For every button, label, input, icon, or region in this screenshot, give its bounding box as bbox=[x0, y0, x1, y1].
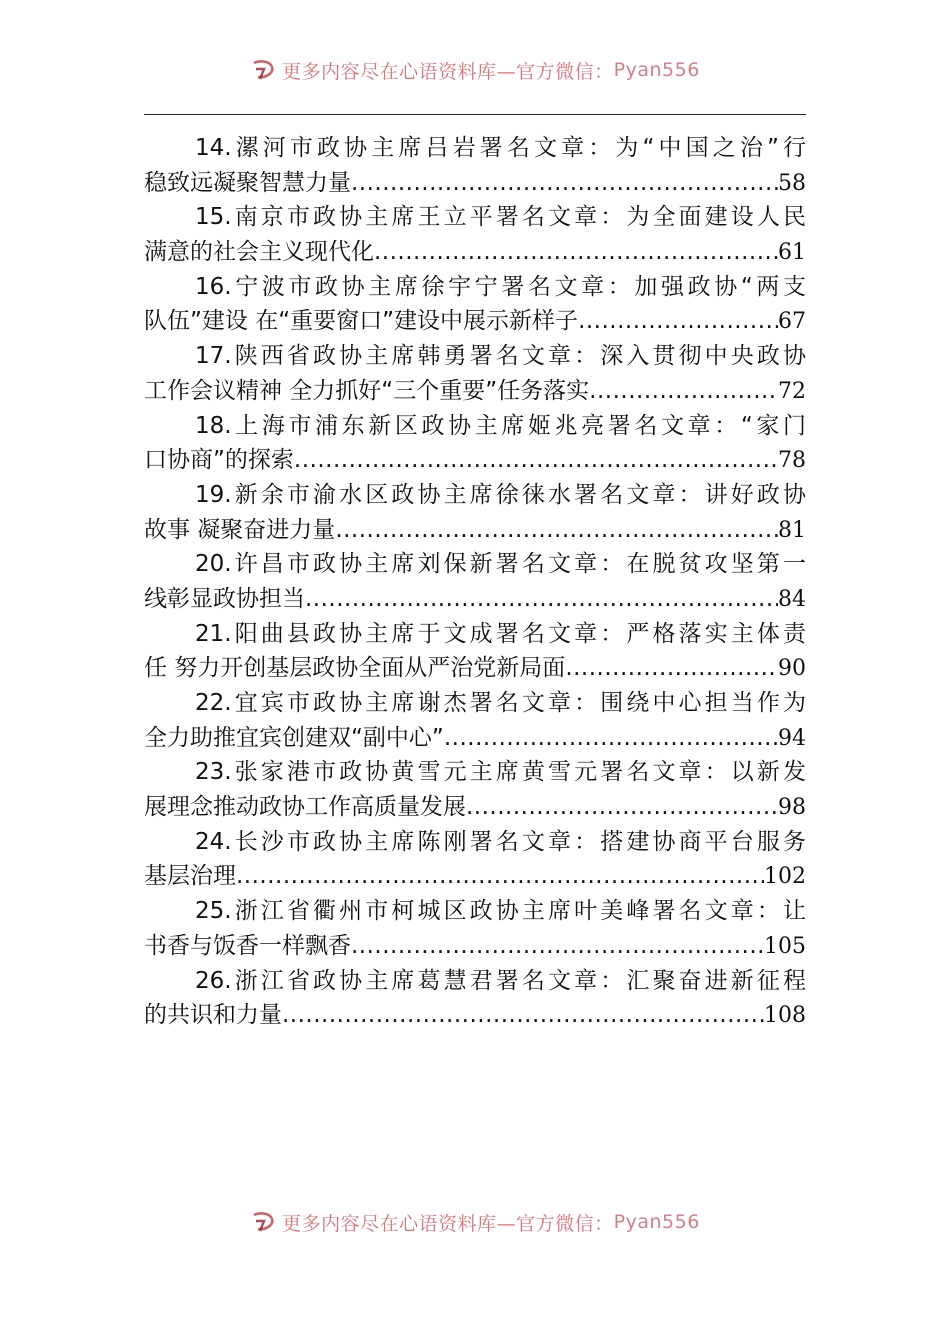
page-number: 105 bbox=[764, 933, 806, 959]
toc-entry-continuation bbox=[144, 513, 806, 548]
page-number: 72 bbox=[778, 378, 806, 404]
toc-entry-continuation bbox=[144, 651, 806, 686]
toc-entry-title: 14.漯河市政协主席吕岩署名文章：为“中国之治”行 bbox=[195, 135, 806, 161]
toc-entry-title-continuation: 工作会议精神 全力抓好“三个重要”任务落实 bbox=[144, 377, 590, 404]
toc-entry-title-continuation: 满意的社会主义现代化 bbox=[144, 239, 374, 266]
watermark-id: Pyan556 bbox=[613, 1211, 700, 1233]
toc-entry-title-continuation: 稳致远凝聚智慧力量 bbox=[144, 169, 351, 196]
dot-leader bbox=[351, 166, 778, 201]
toc-entry-title-continuation: 基层治理 bbox=[144, 863, 236, 890]
toc-entry-title: 16.宁波市政协主席徐宇宁署名文章：加强政协“两支 bbox=[195, 273, 806, 300]
brand-logo-icon bbox=[250, 1211, 276, 1233]
page-number: 108 bbox=[764, 1003, 806, 1029]
dot-leader bbox=[236, 859, 764, 894]
toc-entry-title-continuation: 队伍”建设 在“重要窗口”建设中展示新样子 bbox=[144, 308, 579, 335]
watermark-text: 更多内容尽在心语资料库—官方微信： bbox=[282, 60, 614, 83]
dot-leader bbox=[565, 651, 778, 686]
toc-entry-continuation bbox=[144, 929, 806, 964]
page-number: 58 bbox=[778, 170, 806, 196]
toc-entry-continuation bbox=[144, 790, 806, 825]
toc-entry-continuation bbox=[144, 443, 806, 478]
toc-entry-title: 24.长沙市政协主席陈刚署名文章：搭建协商平台服务 bbox=[195, 828, 806, 855]
toc-entry bbox=[144, 200, 806, 269]
toc-entry-continuation bbox=[144, 859, 806, 894]
toc-entry-title-continuation: 展理念推动政协工作高质量发展 bbox=[144, 794, 466, 821]
toc-entry-continuation bbox=[144, 998, 806, 1033]
footer-watermark bbox=[0, 1204, 950, 1240]
toc-entry bbox=[144, 686, 806, 755]
toc-entry bbox=[144, 894, 806, 963]
toc-entry-title-continuation: 的共识和力量 bbox=[144, 1002, 282, 1029]
brand-logo-icon bbox=[250, 59, 276, 81]
toc-entry-continuation bbox=[144, 374, 806, 409]
dot-leader bbox=[282, 998, 764, 1033]
page-number: 94 bbox=[778, 725, 806, 751]
page-number: 84 bbox=[778, 586, 806, 612]
toc-entry-title: 23.张家港市政协黄雪元主席黄雪元署名文章：以新发 bbox=[195, 759, 806, 786]
toc-entry bbox=[144, 964, 806, 1033]
page-number: 67 bbox=[778, 309, 806, 335]
toc-entry bbox=[144, 409, 806, 478]
dot-leader bbox=[294, 443, 778, 478]
watermark-id: Pyan556 bbox=[613, 59, 700, 81]
toc-entry-title-continuation: 口协商”的探索 bbox=[144, 447, 294, 474]
toc-entry-title: 26.浙江省政协主席葛慧君署名文章：汇聚奋进新征程 bbox=[195, 967, 806, 994]
dot-leader bbox=[578, 304, 778, 339]
toc-entry-title: 18.上海市浦东新区政协主席姬兆亮署名文章：“家门 bbox=[195, 412, 806, 439]
toc-entry-continuation bbox=[144, 235, 806, 270]
toc-entry-title: 19.新余市渝水区政协主席徐徕水署名文章：讲好政协 bbox=[195, 481, 806, 508]
dot-leader bbox=[305, 582, 778, 617]
toc-entry-title: 20.许昌市政协主席刘保新署名文章：在脱贫攻坚第一 bbox=[195, 551, 806, 578]
toc-entry-continuation bbox=[144, 721, 806, 756]
toc-entry-title-continuation: 任 努力开创基层政协全面从严治党新局面 bbox=[144, 655, 566, 682]
dot-leader bbox=[589, 374, 778, 409]
dot-leader bbox=[374, 235, 778, 270]
dot-leader bbox=[351, 929, 764, 964]
dot-leader bbox=[335, 513, 778, 548]
toc-entry-continuation bbox=[144, 166, 806, 201]
header-watermark bbox=[0, 52, 950, 88]
toc-entry-continuation bbox=[144, 304, 806, 339]
toc-entry bbox=[144, 339, 806, 408]
watermark-text: 更多内容尽在心语资料库—官方微信： bbox=[282, 1212, 614, 1235]
toc-entry bbox=[144, 547, 806, 616]
page-number: 90 bbox=[778, 656, 806, 682]
toc-entry bbox=[144, 755, 806, 824]
toc-entry-title-continuation: 故事 凝聚奋进力量 bbox=[144, 516, 336, 543]
toc-entry-continuation bbox=[144, 582, 806, 617]
toc-entry bbox=[144, 825, 806, 894]
toc-entry-title: 17.陕西省政协主席韩勇署名文章：深入贯彻中央政协 bbox=[195, 343, 806, 370]
page-number: 102 bbox=[764, 864, 806, 890]
toc-entry-title-continuation: 全力助推宜宾创建双“副中心” bbox=[144, 724, 444, 751]
header-rule bbox=[144, 114, 806, 115]
page-number: 98 bbox=[778, 795, 806, 821]
dot-leader bbox=[466, 790, 778, 825]
page-number: 81 bbox=[778, 517, 806, 543]
toc-entry bbox=[144, 617, 806, 686]
toc-entry bbox=[144, 131, 806, 200]
table-of-contents bbox=[144, 131, 806, 1033]
page-number: 61 bbox=[778, 240, 806, 266]
toc-entry-title: 25.浙江省衢州市柯城区政协主席叶美峰署名文章：让 bbox=[195, 898, 806, 925]
page-number: 78 bbox=[778, 448, 806, 474]
toc-entry-title-continuation: 线彰显政协担当 bbox=[144, 585, 305, 612]
toc-entry-title: 21.阳曲县政协主席于文成署名文章：严格落实主体责 bbox=[195, 620, 806, 647]
toc-entry-title-continuation: 书香与饭香一样飘香 bbox=[144, 932, 351, 959]
toc-entry bbox=[144, 478, 806, 547]
toc-entry-title: 15.南京市政协主席王立平署名文章：为全面建设人民 bbox=[195, 204, 806, 231]
toc-entry-title: 22.宜宾市政协主席谢杰署名文章：围绕中心担当作为 bbox=[195, 690, 806, 716]
toc-entry bbox=[144, 270, 806, 339]
dot-leader bbox=[444, 721, 778, 756]
